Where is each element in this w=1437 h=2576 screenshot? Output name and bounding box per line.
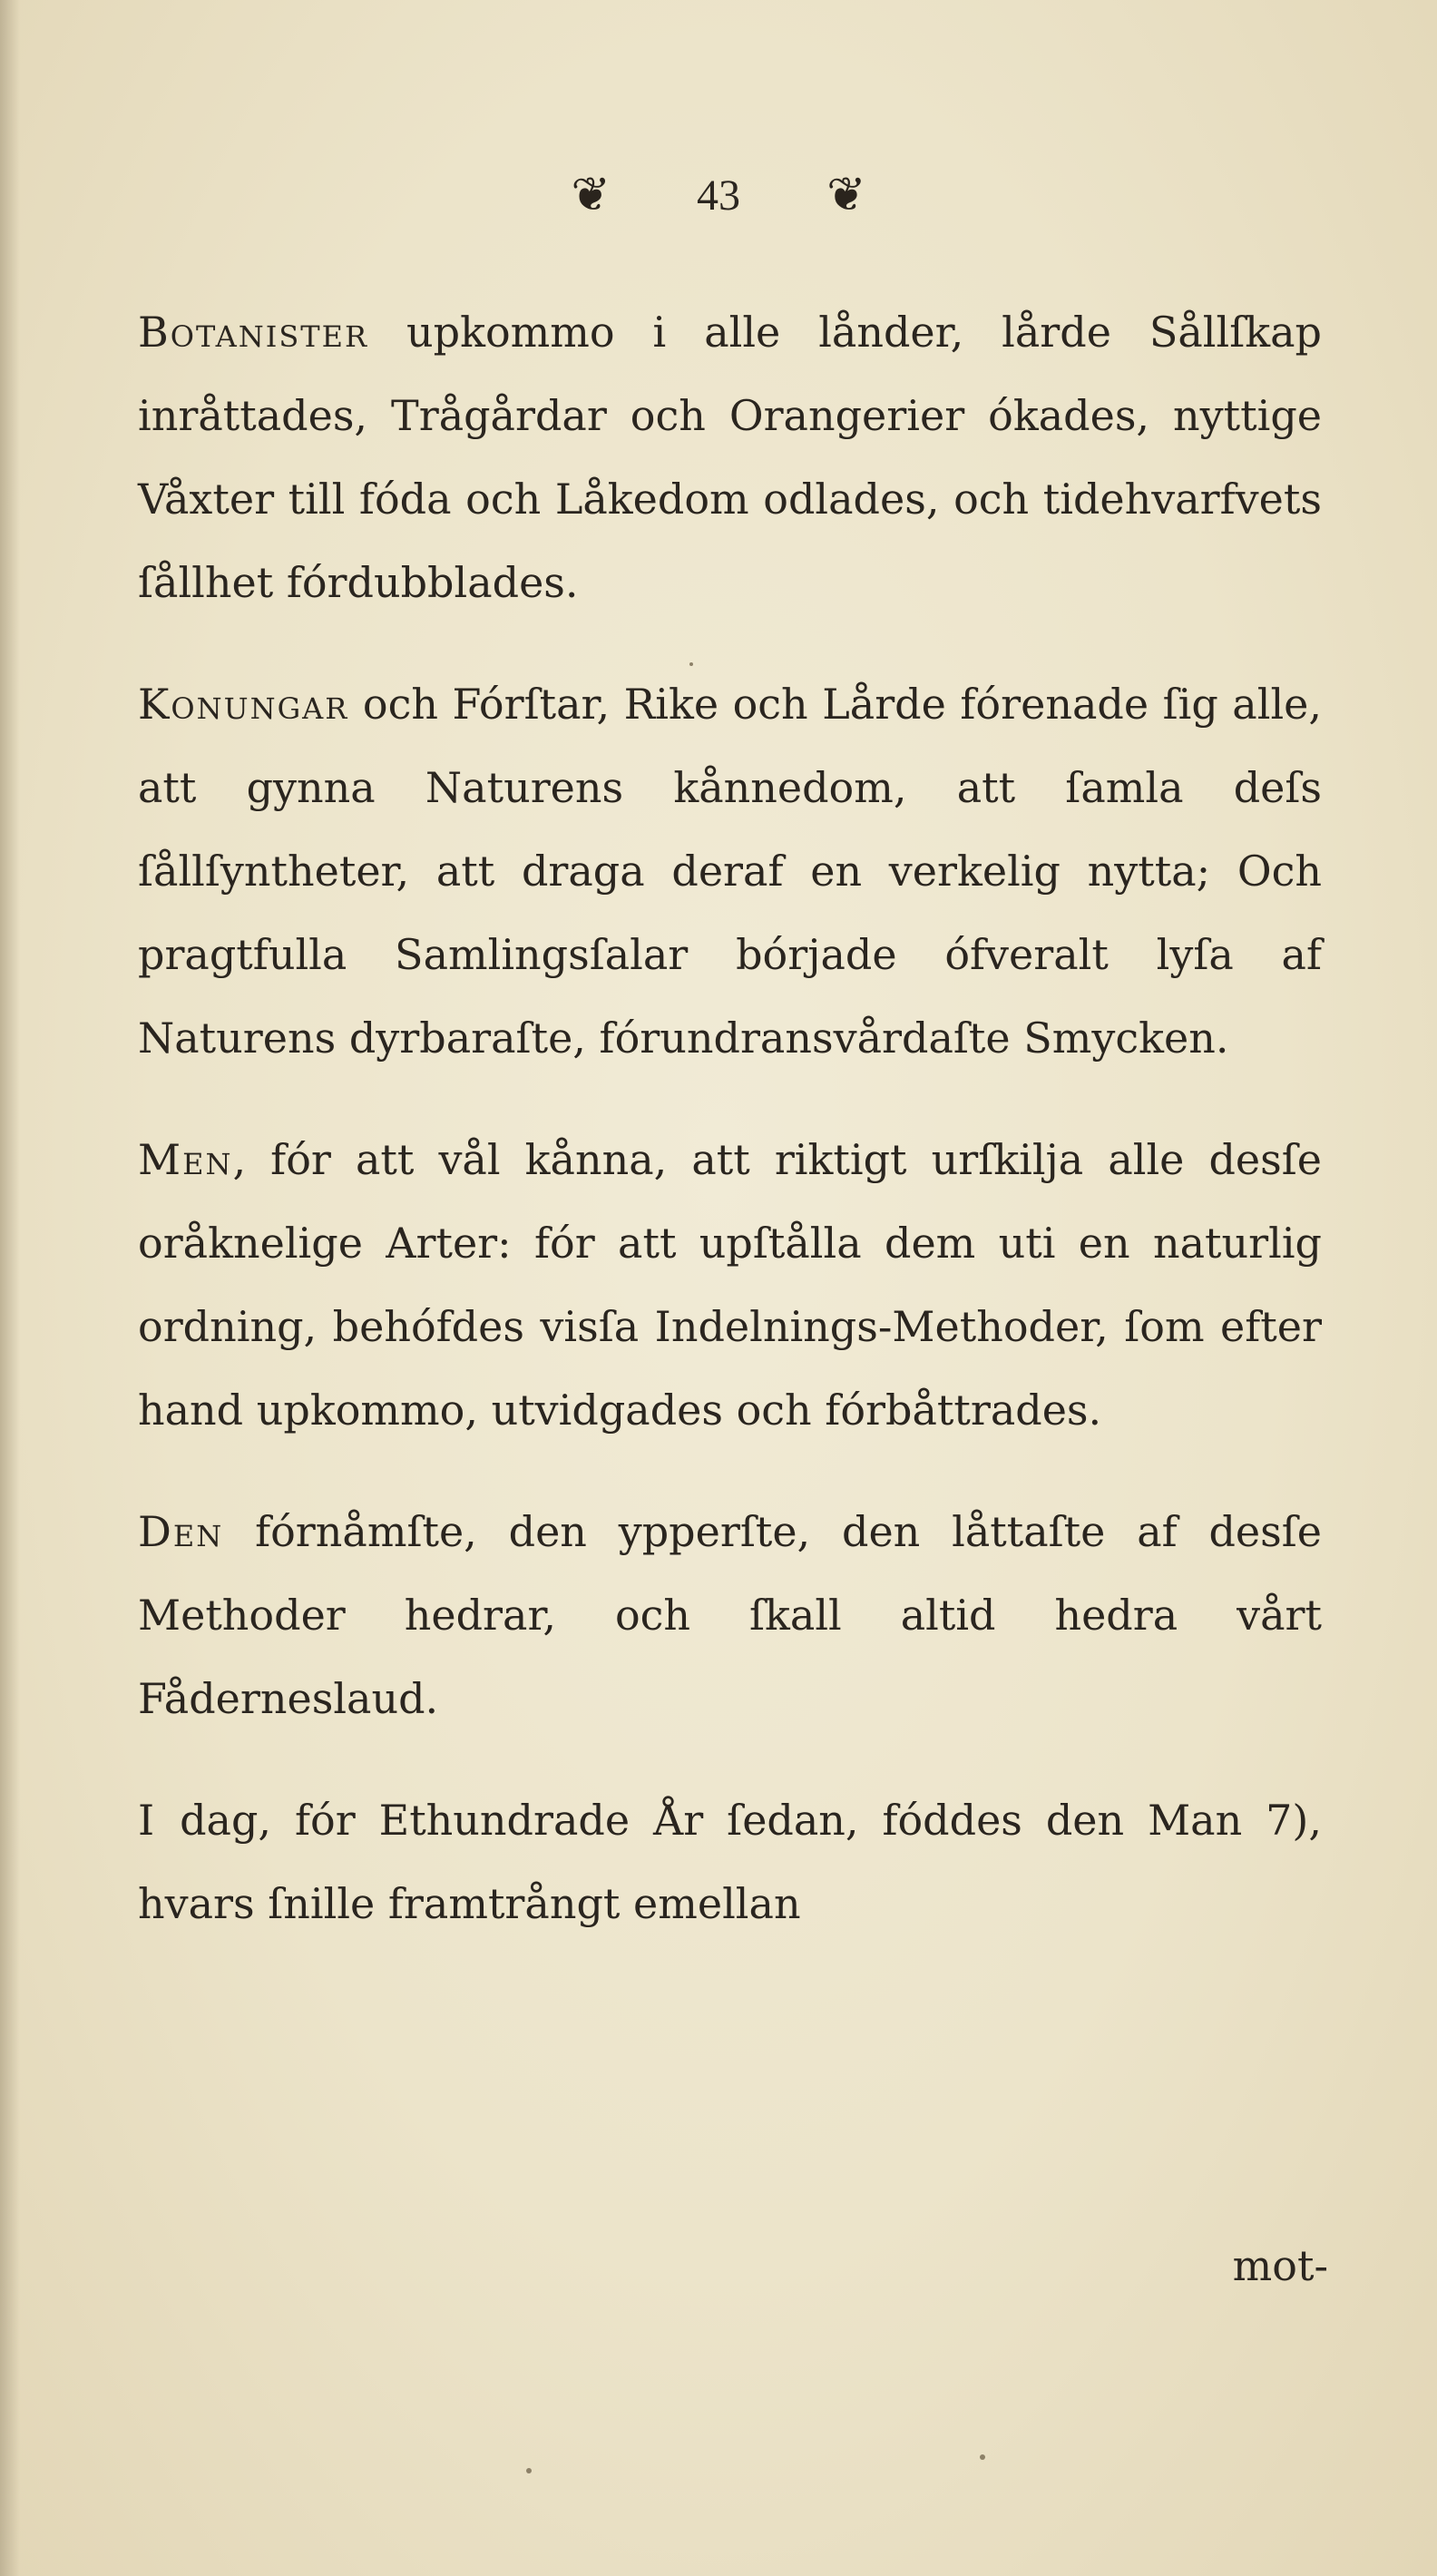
body-text — [138, 290, 1322, 1983]
paragraph-lead-word: Den — [138, 1507, 224, 1556]
paragraph — [138, 662, 1322, 1080]
paragraph — [138, 290, 1322, 624]
catchword: mot- — [1232, 2241, 1328, 2290]
paper-speck — [980, 2454, 985, 2460]
paragraph — [138, 1778, 1322, 1945]
page-number: 43 — [697, 171, 740, 220]
paragraph-lead-word: I — [138, 1796, 157, 1845]
paragraph — [138, 1490, 1322, 1740]
left-ornament-icon: ❦ — [571, 168, 611, 222]
paragraph-text: dag, fór Ethundrade År ſedan, fóddes den Man 7), hvars ſnille framtrångt emellan — [138, 1796, 1322, 1928]
paragraph-lead-word: Botanister — [138, 308, 369, 357]
right-ornament-icon: ❦ — [826, 168, 866, 222]
paragraph-lead-word: Konungar — [138, 680, 349, 729]
paragraph — [138, 1118, 1322, 1452]
paper-speck — [689, 662, 693, 666]
paragraph-text: fórnåmſte, den ypperſte, den låttaſte af desſe Methoder hedrar, och ſkall altid hedra vårt Fåderneslaud. — [138, 1507, 1322, 1723]
paragraph-text: upkommo i alle lånder, lårde Sållſkap inråttades, Trågårdar och Orangerier ókades, nyttige Våxter till fóda och Låkedom odlades, och tidehvarfvets ſållhet fórdubblades. — [138, 308, 1322, 607]
page-binding-shadow — [0, 0, 20, 2576]
paragraph-lead-word: Men — [138, 1135, 233, 1184]
paragraph-text: , fór att vål kånna, att riktigt urſkilja alle desſe oråknelige Arter: fór att upſtålla dem uti en naturlig ordning, behófdes visſa Indelnings-Methoder, ſom efter hand upkommo, utvidgades och fórbåttrades. — [138, 1135, 1322, 1435]
paper-speck — [526, 2468, 532, 2473]
running-header — [0, 168, 1437, 240]
paragraph-text: och Fórſtar, Rike och Lårde fórenade ſig alle, att gynna Naturens kånnedom, att ſamla deſs ſållſyntheter, att draga deraf en verkelig nytta; Och pragtfulla Samlingsſalar bórjade ófveralt lyſa af Naturens dyrbaraſte, fórundransvårdaſte Smycken. — [138, 680, 1322, 1063]
